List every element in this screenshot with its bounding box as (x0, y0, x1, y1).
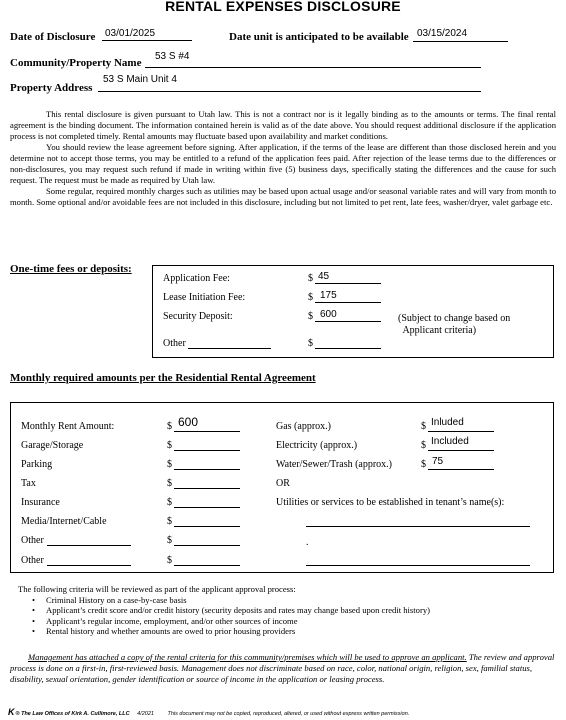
date-of-disclosure-label: Date of Disclosure (10, 31, 96, 43)
management-statement (10, 652, 556, 685)
date-available-line (413, 41, 508, 42)
disclosure-paragraph: This rental disclosure is given pursuant to Utah law. This is not a contract nor is it legally binding as to the amounts or terms. The final rental agreement is the binding document. The information contained herein is valid as of the date above. You should request additional disclosure if the application process is not completed timely. Rental amounts may fluctuate based upon availability and market conditions. (10, 109, 556, 141)
lease-initiation-fee-value[interactable]: 175 (320, 290, 337, 301)
currency-symbol: $ (421, 459, 426, 470)
monthly-label-other-1: Other (21, 535, 44, 546)
fee-label-security-deposit: Security Deposit: (163, 311, 233, 322)
one-time-fees-heading: One-time fees or deposits: (10, 263, 132, 275)
security-deposit-note: (Subject to change based on Applicant criteria) (398, 313, 511, 336)
tenant-utilities-line-2[interactable] (306, 565, 530, 566)
management-statement-rest: The review and approval process is done on a first-in, first-reviewed basis. Management does not discriminate based on race, color, national origin, religion, sex, familial status, disability, sexual orientation, gender identification or source of income in the application or leasing process. (10, 652, 555, 684)
date-of-disclosure-value[interactable]: 03/01/2025 (105, 28, 156, 39)
date-available-label: Date unit is anticipated to be available (229, 31, 409, 43)
currency-symbol: $ (308, 311, 313, 322)
approval-criteria-intro: The following criteria will be reviewed as part of the applicant approval process: (18, 584, 296, 594)
tenant-utilities-label: Utilities or services to be established in tenant’s name(s): (276, 497, 505, 508)
law-office-logo: K (8, 707, 15, 717)
approval-criteria (18, 584, 430, 637)
date-available-value[interactable]: 03/15/2024 (417, 28, 468, 39)
security-deposit-value[interactable]: 600 (320, 309, 337, 320)
fee-label-other: Other (163, 338, 186, 349)
currency-symbol: $ (167, 459, 172, 470)
approval-criteria-list (32, 595, 430, 637)
criteria-item: • Rental history and whether amounts are owed to prior housing providers (32, 626, 430, 637)
currency-symbol: $ (167, 478, 172, 489)
monthly-label-other-2: Other (21, 555, 44, 566)
currency-symbol: $ (167, 440, 172, 451)
currency-symbol: $ (167, 421, 172, 432)
disclosure-paragraph: You should review the lease agreement before signing. After application, if the terms of the lease are different than those disclosed herein and you determine not to accept those terms, you may be entitled to a refund of the application fees paid. After rejection of the lease terms due to the differences or non-disclosures, you may request such refund if made in writing within five (5) business days, specifically stating the differences and the cause for such request. The request must be made as required by Utah law. (10, 142, 556, 185)
property-name-label: Community/Property Name (10, 57, 142, 69)
monthly-other-1-amount-line[interactable] (174, 545, 240, 546)
monthly-other-1-name-line[interactable] (47, 545, 131, 546)
disclosure-paragraph: Some regular, required monthly charges such as utilities may be based upon actual usage and/or seasonal variable rates and will vary from month to month. Some optional and/or avoidable fees are not included in this disclosure, including but not limited to pet rent, late fees, washer/dryer, valet garbage etc. (10, 186, 556, 207)
electricity-line (428, 450, 494, 451)
currency-symbol: $ (421, 440, 426, 451)
water-sewer-trash-line (428, 469, 494, 470)
water-sewer-trash-value[interactable]: 75 (432, 456, 444, 467)
or-label: OR (276, 478, 290, 489)
electricity-value[interactable]: Included (431, 436, 469, 447)
monthly-label-rent: Monthly Rent Amount: (21, 421, 115, 432)
currency-symbol: $ (308, 273, 313, 284)
monthly-label-garage: Garage/Storage (21, 440, 84, 451)
garage-storage-line (174, 450, 240, 451)
property-address-line (98, 91, 481, 92)
lease-initiation-fee-line (315, 302, 381, 303)
utility-label-water: Water/Sewer/Trash (approx.) (276, 459, 393, 470)
media-internet-line (174, 526, 240, 527)
criteria-item: • Applicant’s credit score and/or credit history (security deposits and rates may change based upon credit history) (32, 605, 430, 616)
footer-notice: This document may not be copied, reproduced, altered, or used without express written permission. (167, 711, 410, 717)
currency-symbol: $ (167, 516, 172, 527)
tax-line (174, 488, 240, 489)
application-fee-value[interactable]: 45 (318, 271, 330, 282)
property-name-line (145, 67, 481, 68)
monthly-label-insurance: Insurance (21, 497, 60, 508)
currency-symbol: $ (308, 292, 313, 303)
footer-firm: ® The Law Offices of Kirk A. Cullimore, LLC (15, 711, 130, 717)
monthly-amounts-heading: Monthly required amounts per the Residential Rental Agreement (10, 372, 316, 384)
monthly-other-2-amount-line[interactable] (174, 565, 240, 566)
date-of-disclosure-line (102, 40, 192, 41)
criteria-item: • Criminal History on a case-by-case basis (32, 595, 430, 606)
security-deposit-line (315, 321, 381, 322)
tenant-utilities-line-1[interactable] (306, 526, 530, 527)
fee-label-application: Application Fee: (163, 273, 230, 284)
gas-line (428, 431, 494, 432)
monthly-other-2-name-line[interactable] (47, 565, 131, 566)
currency-symbol: $ (421, 421, 426, 432)
monthly-rent-value[interactable]: 600 (178, 415, 199, 429)
disclosure-text (10, 109, 556, 208)
currency-symbol: $ (167, 555, 172, 566)
criteria-item: • Applicant’s regular income, employment, and/or other sources of income (32, 616, 430, 627)
gas-value[interactable]: Inluded (431, 417, 464, 428)
currency-symbol: $ (167, 497, 172, 508)
insurance-line (174, 507, 240, 508)
monthly-label-tax: Tax (21, 478, 36, 489)
property-name-value[interactable]: 53 S #4 (155, 51, 190, 62)
application-fee-line (315, 283, 381, 284)
page-title: RENTAL EXPENSES DISCLOSURE (165, 0, 401, 14)
utility-label-gas: Gas (approx.) (276, 421, 331, 432)
fee-label-lease-initiation: Lease Initiation Fee: (163, 292, 246, 303)
management-statement-underlined: Management has attached a copy of the rental criteria for this community/premises which will be used to approve an applicant. (28, 652, 467, 662)
monthly-label-parking: Parking (21, 459, 53, 470)
footer (8, 707, 409, 717)
tenant-utilities-dot: . (306, 537, 309, 548)
property-address-value[interactable]: 53 S Main Unit 4 (103, 74, 177, 85)
fee-other-amount-line[interactable] (315, 348, 381, 349)
fee-other-name-line[interactable] (188, 348, 271, 349)
monthly-label-media: Media/Internet/Cable (21, 516, 107, 527)
currency-symbol: $ (308, 338, 313, 349)
property-address-label: Property Address (10, 82, 93, 94)
parking-line (174, 469, 240, 470)
utility-label-electricity: Electricity (approx.) (276, 440, 358, 451)
currency-symbol: $ (167, 535, 172, 546)
footer-date: 4/2021 (137, 711, 154, 717)
monthly-rent-line (174, 431, 240, 432)
